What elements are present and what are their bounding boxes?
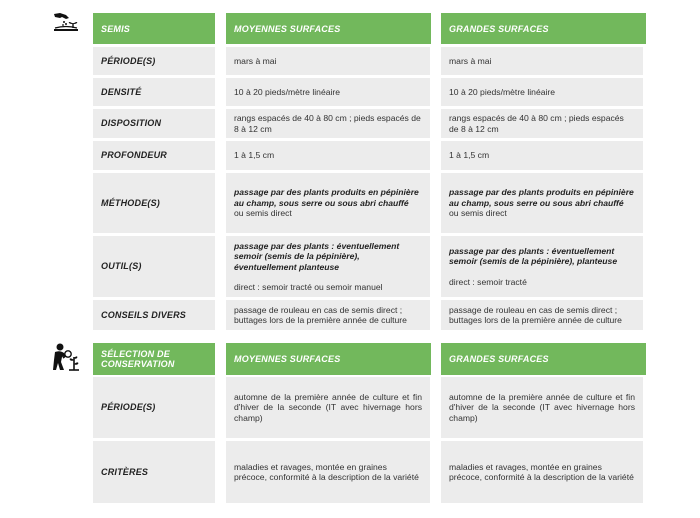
row-label-criteres — [93, 441, 215, 503]
person-magnifier-plant-icon — [52, 342, 80, 372]
header-label: MOYENNES SURFACES — [234, 23, 341, 34]
cell-outil-grandes — [441, 236, 643, 297]
header-semis — [93, 13, 215, 44]
label-text: PÉRIODE(S) — [101, 402, 156, 413]
cell-disposition-moyennes — [226, 109, 430, 138]
cell-periode-moyennes — [226, 47, 430, 75]
label-text: OUTIL(S) — [101, 261, 142, 272]
cell-text: 1 à 1,5 cm — [234, 150, 275, 161]
label-text: CRITÈRES — [101, 466, 149, 477]
label-text: DENSITÉ — [101, 86, 142, 97]
cell-text: passage de rouleau en cas de semis direct ; buttages lors de la première année de culture — [449, 304, 622, 325]
header-label: MOYENNES SURFACES — [234, 354, 341, 364]
header-label: SEMIS — [101, 23, 131, 34]
header-grandes-surfaces — [441, 343, 646, 375]
cell-outil-moyennes — [226, 236, 430, 297]
label-text: CONSEILS DIVERS — [101, 309, 187, 320]
cell-text: maladies et ravages, montée en graines précoce, conformité à la description de la variété — [234, 461, 419, 482]
cell-text: direct : semoir tracté ou semoir manuel — [234, 281, 383, 292]
label-text: MÉTHODE(S) — [101, 197, 160, 208]
cell-text: 1 à 1,5 cm — [449, 150, 490, 161]
cell-periode-grandes — [441, 47, 643, 75]
cell-text: 10 à 20 pieds/mètre linéaire — [234, 86, 341, 97]
cell-periode-moyennes — [226, 377, 430, 438]
cell-methode-moyennes — [226, 173, 430, 233]
cell-text-bold: passage par des plants : éventuellement semoir (semis de la pépinière), planteuse — [449, 245, 618, 267]
row-label-periode — [93, 377, 215, 438]
cell-densite-grandes — [441, 78, 643, 106]
row-label-densite — [93, 78, 215, 106]
header-moyennes-surfaces — [226, 343, 431, 375]
cell-conseils-moyennes — [226, 300, 430, 330]
cell-text: mars à mai — [449, 55, 492, 66]
header-label: SÉLECTION DE CONSERVATION — [101, 349, 175, 369]
header-grandes-surfaces — [441, 13, 646, 44]
row-label-methode — [93, 173, 215, 233]
cell-text-bold: passage par des plants produits en pépinière au champ, sous serre ou sous abri chauffé — [234, 187, 419, 208]
cell-text: automne de la première année de culture et fin d'hiver de la seconde (IT avec hivernage hors champ) — [449, 391, 635, 423]
cell-text: ou semis direct — [449, 208, 507, 219]
label-text: DISPOSITION — [101, 118, 162, 129]
cell-text: direct : semoir tracté — [449, 276, 527, 287]
header-label: GRANDES SURFACES — [449, 23, 549, 34]
cell-text-bold: passage par des plants : éventuellement semoir (semis de la pépinière), éventuellement planteuse — [234, 240, 400, 272]
cell-text: automne de la première année de culture et fin d'hiver de la seconde (IT avec hivernage hors champ) — [234, 391, 422, 423]
cell-periode-grandes — [441, 377, 643, 438]
cell-text: passage de rouleau en cas de semis direct ; buttages lors de la première année de culture — [234, 304, 407, 325]
cell-text: mars à mai — [234, 55, 277, 66]
cell-text: maladies et ravages, montée en graines précoce, conformité à la description de la variété — [449, 461, 634, 482]
cell-methode-grandes — [441, 173, 643, 233]
row-label-outil — [93, 236, 215, 297]
cell-criteres-grandes — [441, 441, 643, 503]
row-label-profondeur — [93, 141, 215, 170]
header-selection-conservation — [93, 343, 215, 375]
label-text: PÉRIODE(S) — [101, 55, 156, 66]
row-label-periode — [93, 47, 215, 75]
sowing-hand-seedling-icon — [52, 12, 80, 34]
header-moyennes-surfaces — [226, 13, 431, 44]
cell-profondeur-grandes — [441, 141, 643, 170]
cell-conseils-grandes — [441, 300, 643, 330]
cell-text-bold: passage par des plants produits en pépinière au champ, sous serre ou sous abri chauffé — [449, 187, 634, 208]
cell-text: ou semis direct — [234, 208, 292, 219]
cell-text: 10 à 20 pieds/mètre linéaire — [449, 86, 556, 97]
cell-criteres-moyennes — [226, 441, 430, 503]
cell-text: rangs espacés de 40 à 80 cm ; pieds espacés de 8 à 12 cm — [449, 113, 624, 134]
row-label-disposition — [93, 109, 215, 138]
label-text: PROFONDEUR — [101, 150, 168, 161]
cell-text: rangs espacés de 40 à 80 cm ; pieds espacés de 8 à 12 cm — [234, 113, 421, 134]
cell-profondeur-moyennes — [226, 141, 430, 170]
cell-densite-moyennes — [226, 78, 430, 106]
row-label-conseils-divers — [93, 300, 215, 330]
header-label: GRANDES SURFACES — [449, 354, 549, 364]
cell-disposition-grandes — [441, 109, 643, 138]
